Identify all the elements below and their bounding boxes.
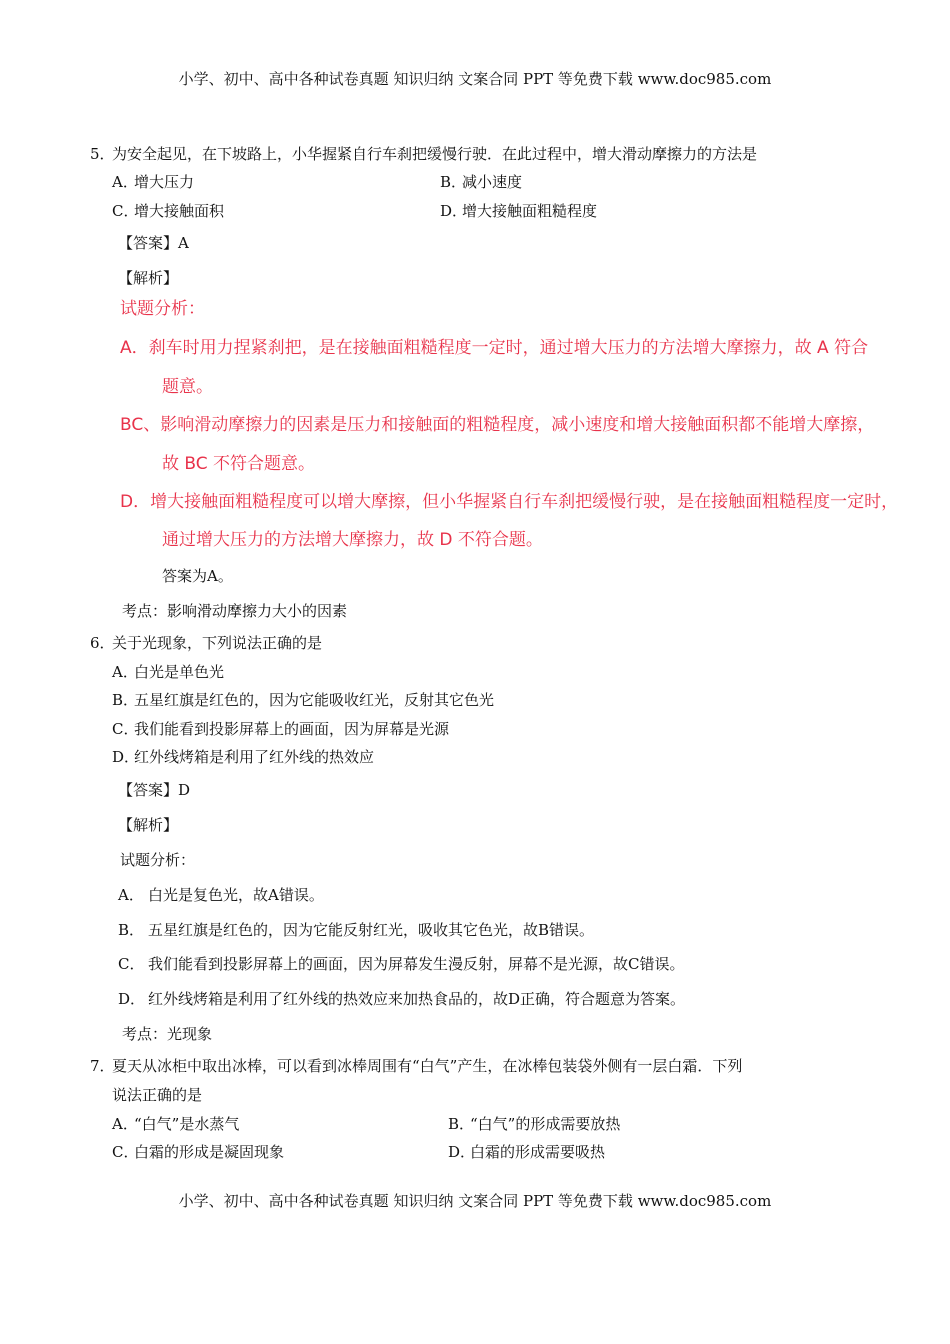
option-key: A．	[112, 663, 138, 681]
q5-stem	[90, 144, 757, 164]
q6-analysis-label: 【解析】	[118, 816, 179, 834]
option-text: 五星红旗是红色的，因为它能吸收红光，反射其它色光	[134, 691, 495, 709]
q6-analysis-line	[118, 920, 594, 940]
page-footer: 小学、初中、高中各种试卷真题 知识归纳 文案合同 PPT 等免费下载 www.doc985.com	[178, 1192, 772, 1210]
option-text: 白霜的形成需要吸热	[470, 1143, 606, 1161]
option-text: “白气”的形成需要放热	[470, 1115, 621, 1133]
analysis-text: 我们能看到投影屏幕上的画面，因为屏幕发生漫反射，屏幕不是光源，故C错误。	[148, 955, 685, 973]
analysis-key: C．	[118, 955, 145, 973]
q5-analysis-title: 试题分析：	[120, 299, 205, 319]
q7-stem-line2: 说法正确的是	[112, 1086, 203, 1104]
q5-stem-text: 为安全起见，在下坡路上，小华握紧自行车刹把缓慢行驶．在此过程中，增大滑动摩擦力的方法是	[112, 145, 758, 163]
analysis-key: D．	[118, 990, 146, 1008]
option-text: 我们能看到投影屏幕上的画面，因为屏幕是光源	[134, 720, 450, 738]
q5-conclusion: 答案为A。	[162, 567, 233, 585]
q5-option-c	[112, 201, 224, 221]
option-key: C．	[112, 720, 139, 738]
q5-analysis-line: A．刹车时用力捏紧刹把，是在接触面粗糙程度一定时，通过增大压力的方法增大摩擦力，故 A 符合	[120, 338, 869, 358]
q6-stem-text: 关于光现象，下列说法正确的是	[112, 634, 323, 652]
option-text: 白霜的形成是凝固现象	[134, 1143, 285, 1161]
analysis-key: B．	[118, 921, 145, 939]
option-key: C．	[112, 202, 139, 220]
option-key: D．	[448, 1143, 476, 1161]
q7-option-b	[448, 1114, 620, 1134]
q5-analysis-line: D．增大接触面粗糙程度可以增大摩擦，但小华握紧自行车刹把缓慢行驶，是在接触面粗糙程度一定时，	[120, 492, 899, 512]
option-key: A．	[112, 1115, 138, 1133]
q6-analysis-line	[118, 989, 685, 1009]
q7-option-c	[112, 1142, 284, 1162]
option-key: B．	[112, 691, 139, 709]
q6-option-d	[112, 747, 374, 767]
analysis-text: 白光是复色光，故A错误。	[148, 886, 324, 904]
option-text: 增大接触面积	[134, 202, 225, 220]
q5-answer: 【答案】A	[118, 234, 189, 252]
q6-stem	[90, 633, 322, 653]
q5-analysis-line: 题意。	[162, 377, 213, 397]
q5-analysis-line: BC、影响滑动摩擦力的因素是压力和接触面的粗糙程度，减小速度和增大接触面积都不能增大摩擦，	[120, 415, 875, 435]
option-text: 白光是单色光	[134, 663, 225, 681]
q5-number: 5．	[90, 145, 115, 163]
q7-option-a	[112, 1114, 239, 1134]
option-text: 增大压力	[134, 173, 195, 191]
option-key: C．	[112, 1143, 139, 1161]
q6-option-b	[112, 690, 494, 710]
q5-analysis-label: 【解析】	[118, 269, 179, 287]
q6-analysis-line	[118, 885, 324, 905]
q5-kaodian: 考点：影响滑动摩擦力大小的因素	[122, 602, 348, 620]
option-key: D．	[112, 748, 140, 766]
q6-analysis-line	[118, 954, 684, 974]
option-text: 红外线烤箱是利用了红外线的热效应	[134, 748, 375, 766]
option-key: B．	[448, 1115, 475, 1133]
q7-stem-text: 夏天从冰柜中取出冰棒，可以看到冰棒周围有“白气”产生，在冰棒包装袋外侧有一层白霜．下列	[112, 1057, 743, 1075]
q6-option-c	[112, 719, 449, 739]
option-text: 减小速度	[462, 173, 523, 191]
analysis-key: A．	[118, 886, 144, 904]
q6-option-a	[112, 662, 224, 682]
q5-analysis-line: 故 BC 不符合题意。	[162, 454, 316, 474]
option-key: B．	[440, 173, 467, 191]
analysis-text: 五星红旗是红色的，因为它能反射红光，吸收其它色光，故B错误。	[148, 921, 595, 939]
q6-kaodian: 考点：光现象	[122, 1025, 213, 1043]
q7-number: 7．	[90, 1057, 115, 1075]
option-text: “白气”是水蒸气	[134, 1115, 240, 1133]
option-text: 增大接触面粗糙程度	[462, 202, 598, 220]
page-header: 小学、初中、高中各种试卷真题 知识归纳 文案合同 PPT 等免费下载 www.doc985.com	[178, 70, 772, 88]
q5-analysis-line: 通过增大压力的方法增大摩擦力，故 D 不符合题。	[162, 530, 543, 550]
analysis-text: 红外线烤箱是利用了红外线的热效应来加热食品的，故D正确，符合题意为答案。	[148, 990, 686, 1008]
q6-analysis-title: 试题分析：	[120, 851, 196, 869]
q5-option-a	[112, 172, 194, 192]
q7-option-d	[448, 1142, 605, 1162]
option-key: A．	[112, 173, 138, 191]
q6-number: 6．	[90, 634, 115, 652]
option-key: D．	[440, 202, 468, 220]
q5-option-d	[440, 201, 597, 221]
q5-option-b	[440, 172, 522, 192]
q6-answer: 【答案】D	[118, 781, 191, 799]
q7-stem	[90, 1056, 742, 1076]
